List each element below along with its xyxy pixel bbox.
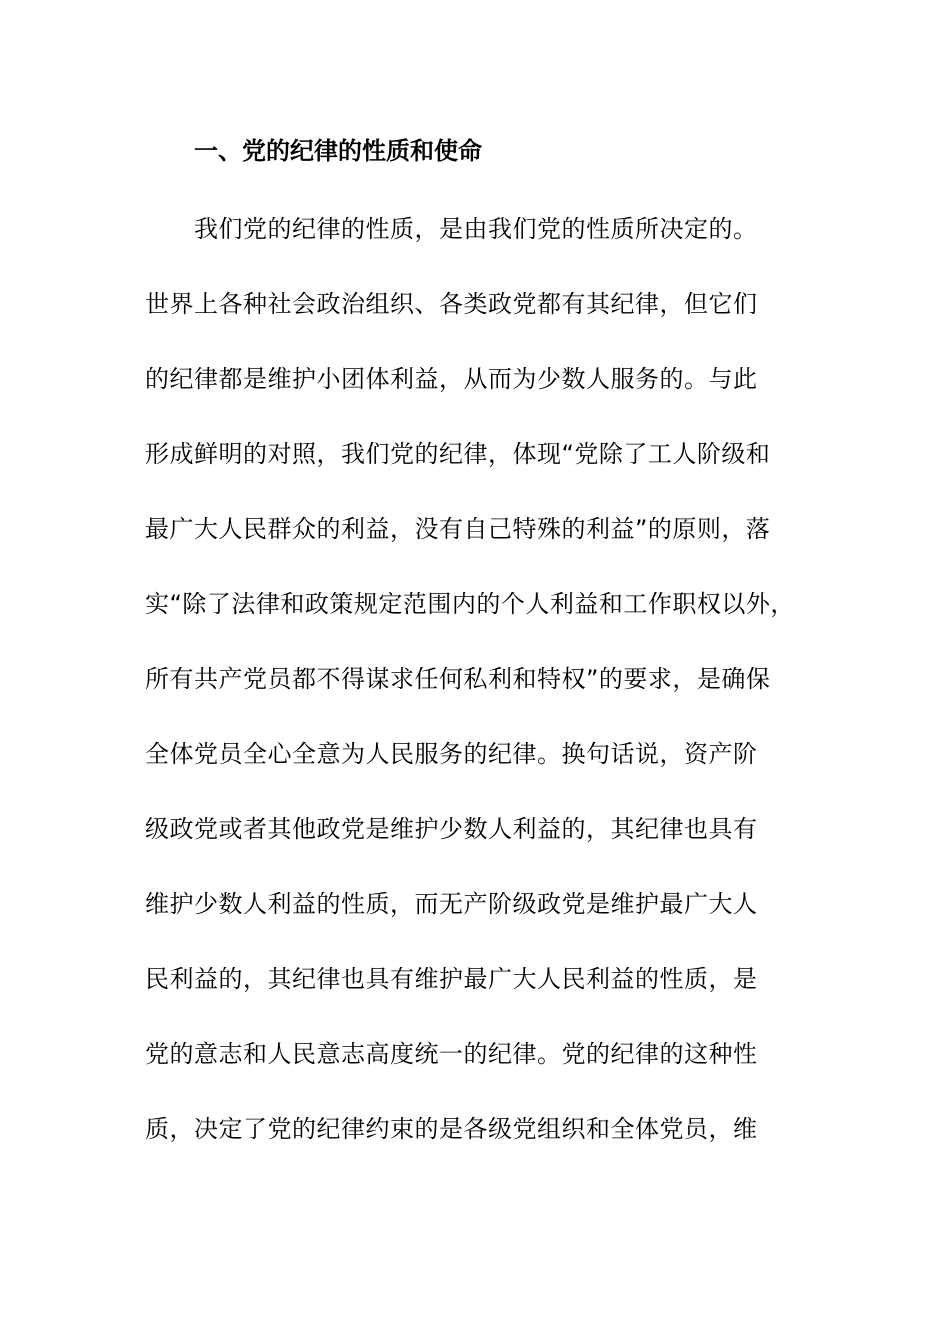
paragraph-line: 世界上各种社会政治组织、各类政党都有其纪律，但它们 — [145, 290, 758, 318]
paragraph-line: 党的意志和人民意志高度统一的纪律。党的纪律的这种性 — [145, 1040, 758, 1068]
paragraph-line: 全体党员全心全意为人民服务的纪律。换句话说，资产阶 — [145, 740, 758, 768]
section-heading: 一、党的纪律的性质和使命 — [194, 137, 482, 165]
paragraph-line: 级政党或者其他政党是维护少数人利益的，其纪律也具有 — [145, 815, 758, 843]
paragraph-line: 维护少数人利益的性质，而无产阶级政党是维护最广大人 — [145, 890, 758, 918]
paragraph-line: 所有共产党员都不得谋求任何私利和特权”的要求，是确保 — [145, 665, 771, 693]
paragraph-line: 我们党的纪律的性质，是由我们党的性质所决定的。 — [194, 215, 758, 243]
paragraph-line: 的纪律都是维护小团体利益，从而为少数人服务的。与此 — [145, 365, 758, 393]
paragraph-line: 质，决定了党的纪律约束的是各级党组织和全体党员，维 — [145, 1115, 758, 1143]
paragraph-line: 民利益的，其纪律也具有维护最广大人民利益的性质，是 — [145, 965, 758, 993]
paragraph-line: 实“除了法律和政策规定范围内的个人利益和工作职权以外， — [145, 590, 795, 618]
paragraph-line: 形成鲜明的对照，我们党的纪律，体现“党除了工人阶级和 — [145, 440, 771, 468]
paragraph-line: 最广大人民群众的利益，没有自己特殊的利益”的原则，落 — [145, 515, 771, 543]
